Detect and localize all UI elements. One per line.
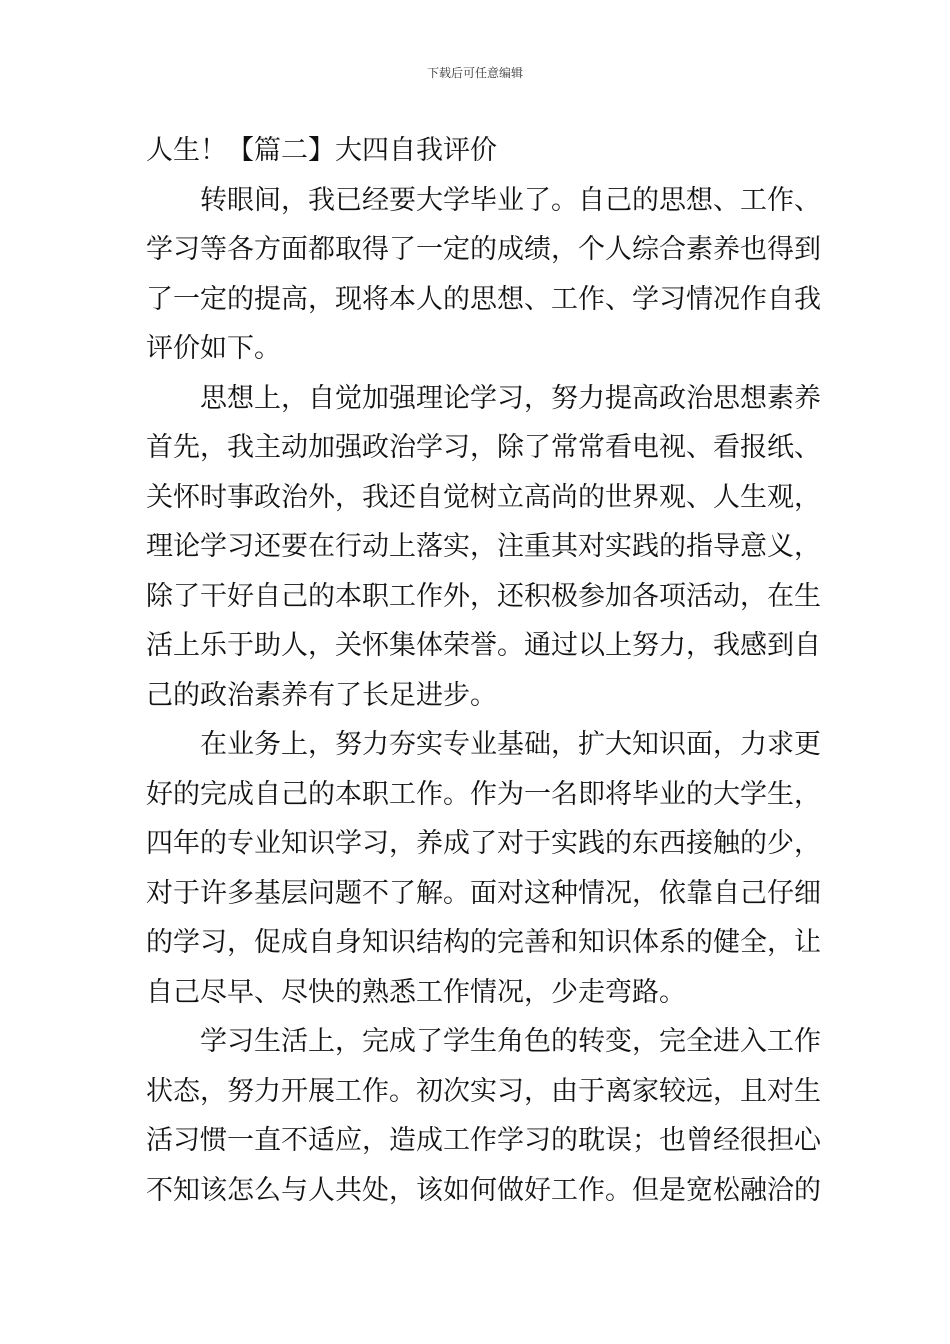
text-line: 在业务上，努力夯实专业基础，扩大知识面，力求更 (200, 729, 821, 760)
text-line: 好的完成自己的本职工作。作为一名即将毕业的大学生， (146, 778, 821, 810)
text-line: 评价如下。 (146, 333, 281, 364)
text-line: 的学习，促成自身知识结构的完善和知识体系的健全，让 (146, 927, 821, 958)
page-header-note: 下载后可任意编辑 (426, 66, 523, 80)
text-line: 学习生活上，完成了学生角色的转变，完全进入工作 (200, 1026, 821, 1057)
text-line: 了一定的提高，现将本人的思想、工作、学习情况作自我 (146, 283, 821, 315)
text-line: 状态，努力开展工作。初次实习，由于离家较远，且对生 (146, 1075, 821, 1107)
text-line: 自己尽早、尽快的熟悉工作情况，少走弯路。 (146, 976, 686, 1008)
text-line: 四年的专业知识学习，养成了对于实践的东西接触的少， (146, 828, 821, 859)
section-heading-line: 人生！【篇二】大四自我评价 (146, 135, 497, 166)
text-line: 除了干好自己的本职工作外，还积极参加各项活动，在生 (146, 580, 821, 612)
text-line: 不知该怎么与人共处，该如何做好工作。但是宽松融洽的 (146, 1174, 821, 1206)
text-line: 首先，我主动加强政治学习，除了常常看电视、看报纸、 (146, 432, 821, 463)
text-line: 活习惯一直不适应，造成工作学习的耽误；也曾经很担心 (146, 1125, 821, 1156)
text-line: 转眼间，我已经要大学毕业了。自己的思想、工作、 (200, 184, 821, 216)
text-line: 思想上，自觉加强理论学习，努力提高政治思想素养 (200, 382, 821, 414)
text-line: 己的政治素养有了长足进步。 (146, 679, 497, 711)
text-line: 对于许多基层问题不了解。面对这种情况，依靠自己仔细 (146, 877, 821, 909)
text-line: 理论学习还要在行动上落实，注重其对实践的指导意义， (146, 531, 821, 562)
text-line: 关怀时事政治外，我还自觉树立高尚的世界观、人生观， (146, 481, 821, 513)
document-body (146, 126, 821, 1215)
text-line: 活上乐于助人，关怀集体荣誉。通过以上努力，我感到自 (146, 630, 821, 661)
text-line: 学习等各方面都取得了一定的成绩，个人综合素养也得到 (146, 234, 821, 265)
